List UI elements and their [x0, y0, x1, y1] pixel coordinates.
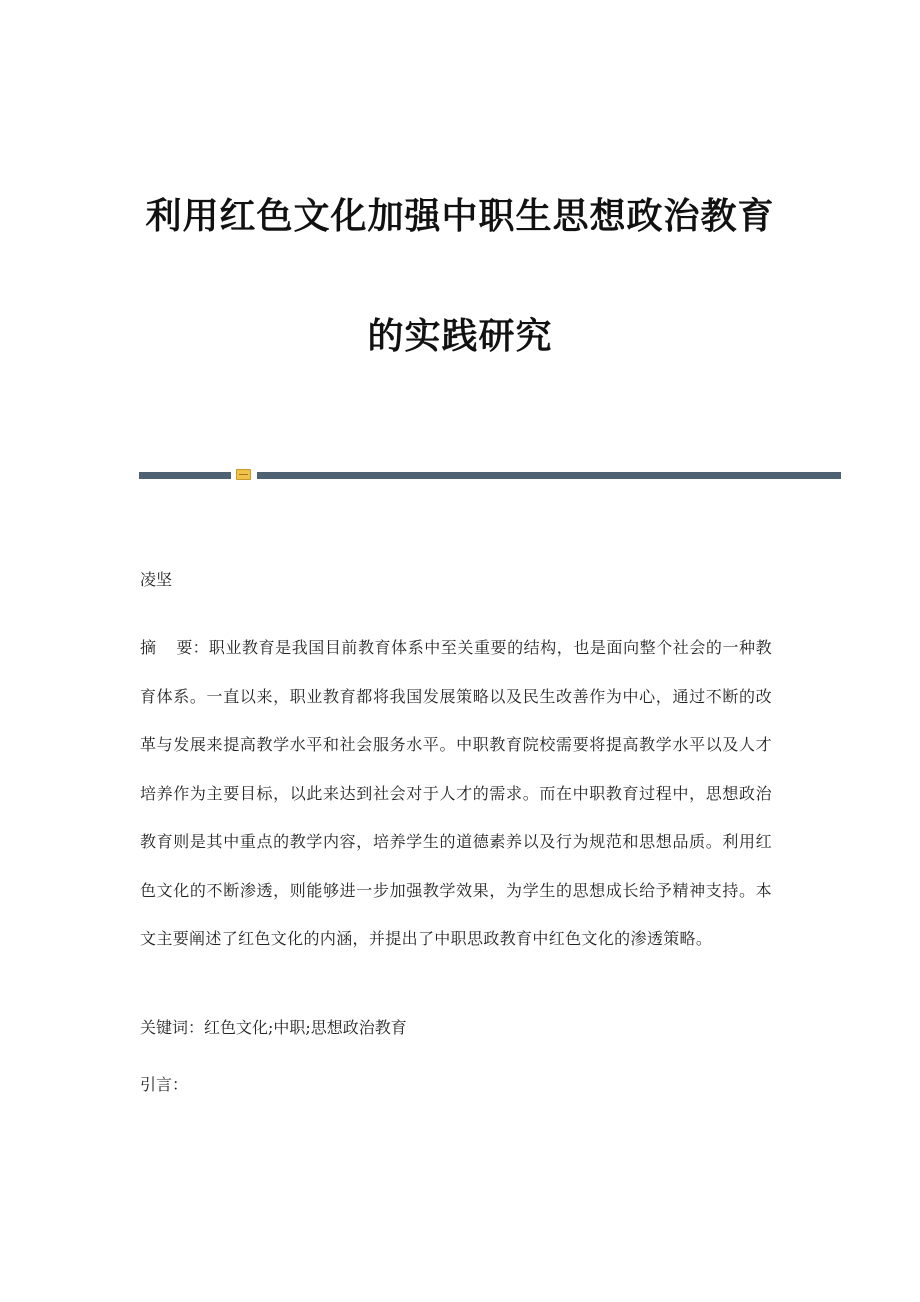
intro-heading: 引言：: [140, 1075, 189, 1094]
divider-bar-left: [139, 472, 231, 479]
title-divider: [139, 469, 841, 481]
abstract-text: 职业教育是我国目前教育体系中至关重要的结构，也是面向整个社会的一种教育体系。一直以来，职业教育都将我国发展策略以及民生改善作为中心，通过不断的改革与发展来提高教学水平和社会服务水平。中职教育院校需要将提高教学水平以及人才培养作为主要目标，以此来达到社会对于人才的需求。而在中职教育过程中，思想政治教育则是其中重点的教学内容，培养学生的道德素养以及行为规范和思想品质。利用红色文化的不断渗透，则能够进一步加强教学效果，为学生的思想成长给予精神支持。本文主要阐述了红色文化的内涵，并提出了中职思政教育中红色文化的渗透策略。: [140, 638, 772, 948]
keywords-line: 关键词：红色文化;中职;思想政治教育: [140, 1018, 407, 1037]
divider-bar-right: [257, 472, 841, 479]
author-name: 凌坚: [140, 570, 173, 589]
document-badge-icon: [236, 469, 251, 480]
abstract-label-char-2: 要：: [176, 638, 209, 657]
abstract-label-char-1: 摘: [140, 638, 157, 657]
abstract-paragraph: [140, 624, 772, 964]
page-title-line-2: 的实践研究: [367, 315, 553, 357]
page-title-line-1: 利用红色文化加强中职生思想政治教育: [145, 195, 775, 237]
